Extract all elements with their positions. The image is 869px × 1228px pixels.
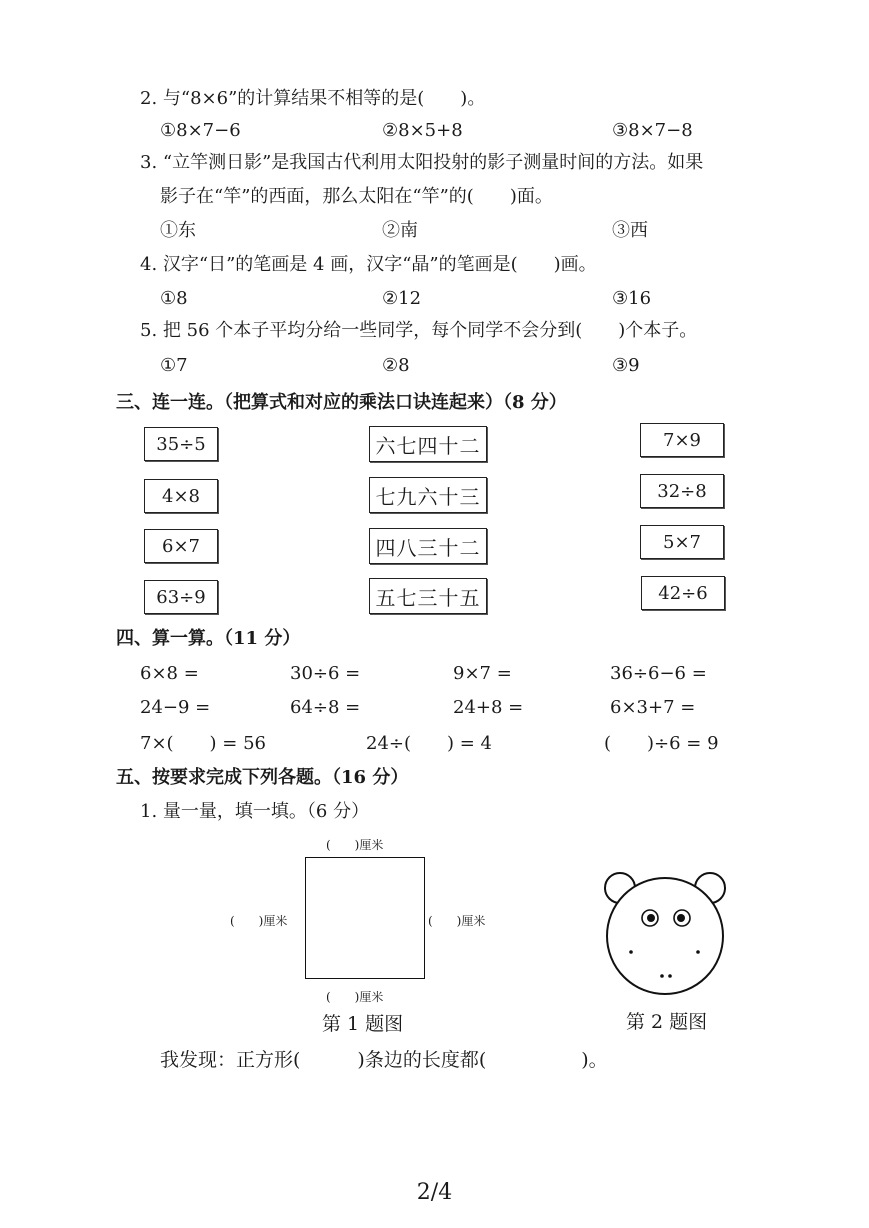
q3-option-1: ①东 bbox=[160, 220, 196, 241]
match-middle-4[interactable]: 五七三十五 bbox=[369, 578, 487, 614]
q2-option-3: ③8×7−8 bbox=[612, 120, 693, 141]
match-left-4[interactable]: 63÷9 bbox=[144, 580, 218, 614]
match-middle-1[interactable]: 六七四十二 bbox=[369, 426, 487, 462]
section-5-q1-title: 1. 量一量，填一填。（6 分） bbox=[140, 801, 370, 822]
question-4-stem: 4. 汉字“日”的笔画是 4 画，汉字“晶”的笔画是( )画。 bbox=[140, 254, 597, 275]
section-4-title: 四、算一算。（11 分） bbox=[116, 628, 301, 649]
match-left-3[interactable]: 6×7 bbox=[144, 529, 218, 563]
match-left-2[interactable]: 4×8 bbox=[144, 479, 218, 513]
calc-r3-c3: ( )÷6 = 9 bbox=[604, 733, 719, 754]
left-nostril bbox=[660, 974, 664, 978]
figure-2-caption: 第 2 题图 bbox=[626, 1011, 708, 1033]
square-figure bbox=[305, 857, 425, 979]
face-circle bbox=[607, 878, 723, 994]
match-middle-3[interactable]: 四八三十二 bbox=[369, 528, 487, 564]
left-pupil bbox=[647, 914, 655, 922]
q2-option-1: ①8×7−6 bbox=[160, 120, 241, 141]
square-top-cm-label: ( )厘米 bbox=[326, 838, 384, 852]
animal-face-figure bbox=[600, 868, 730, 998]
figure-1-caption: 第 1 题图 bbox=[322, 1013, 404, 1035]
calc-r3-c2: 24÷( ) = 4 bbox=[366, 733, 493, 754]
calc-r2-c2: 64÷8 = bbox=[290, 697, 361, 718]
square-bottom-cm-label: ( )厘米 bbox=[326, 990, 384, 1004]
q3-option-2: ②南 bbox=[382, 220, 418, 241]
match-right-1[interactable]: 7×9 bbox=[640, 423, 724, 457]
question-5-stem: 5. 把 56 个本子平均分给一些同学，每个同学不会分到( )个本子。 bbox=[140, 320, 698, 341]
right-nostril bbox=[668, 974, 672, 978]
q4-option-2: ②12 bbox=[382, 288, 422, 309]
q3-option-3: ③西 bbox=[612, 220, 648, 241]
match-middle-2[interactable]: 七九六十三 bbox=[369, 477, 487, 513]
section-5-title: 五、按要求完成下列各题。（16 分） bbox=[116, 767, 409, 788]
match-right-3[interactable]: 5×7 bbox=[640, 525, 724, 559]
section-3-title: 三、连一连。（把算式和对应的乘法口诀连起来）（8 分） bbox=[116, 392, 567, 413]
question-2-stem: 2. 与“8×6”的计算结果不相等的是( )。 bbox=[140, 88, 486, 109]
calc-r2-c1: 24−9 = bbox=[140, 697, 211, 718]
calc-r1-c2: 30÷6 = bbox=[290, 663, 361, 684]
q4-option-3: ③16 bbox=[612, 288, 652, 309]
q5-option-2: ②8 bbox=[382, 355, 410, 376]
calc-r3-c1: 7×( ) = 56 bbox=[140, 733, 267, 754]
page-number: 2/4 bbox=[416, 1180, 453, 1205]
q4-option-1: ①8 bbox=[160, 288, 188, 309]
calc-r1-c4: 36÷6−6 = bbox=[610, 663, 707, 684]
calc-r1-c3: 9×7 = bbox=[453, 663, 512, 684]
q5-option-3: ③9 bbox=[612, 355, 640, 376]
question-3-stem-line2: 影子在“竿”的西面，那么太阳在“竿”的( )面。 bbox=[160, 186, 553, 207]
calc-r2-c3: 24+8 = bbox=[453, 697, 524, 718]
left-cheek-dot bbox=[629, 950, 633, 954]
finding-sentence: 我发现：正方形( )条边的长度都( )。 bbox=[160, 1049, 608, 1071]
match-right-4[interactable]: 42÷6 bbox=[641, 576, 725, 610]
square-left-cm-label: ( )厘米 bbox=[230, 914, 288, 928]
q2-option-2: ②8×5+8 bbox=[382, 120, 463, 141]
q5-option-1: ①7 bbox=[160, 355, 188, 376]
square-right-cm-label: ( )厘米 bbox=[428, 914, 486, 928]
match-right-2[interactable]: 32÷8 bbox=[640, 474, 724, 508]
right-pupil bbox=[677, 914, 685, 922]
right-cheek-dot bbox=[696, 950, 700, 954]
match-left-1[interactable]: 35÷5 bbox=[144, 427, 218, 461]
calc-r1-c1: 6×8 = bbox=[140, 663, 199, 684]
calc-r2-c4: 6×3+7 = bbox=[610, 697, 696, 718]
question-3-stem-line1: 3. “立竿测日影”是我国古代利用太阳投射的影子测量时间的方法。如果 bbox=[140, 152, 704, 173]
